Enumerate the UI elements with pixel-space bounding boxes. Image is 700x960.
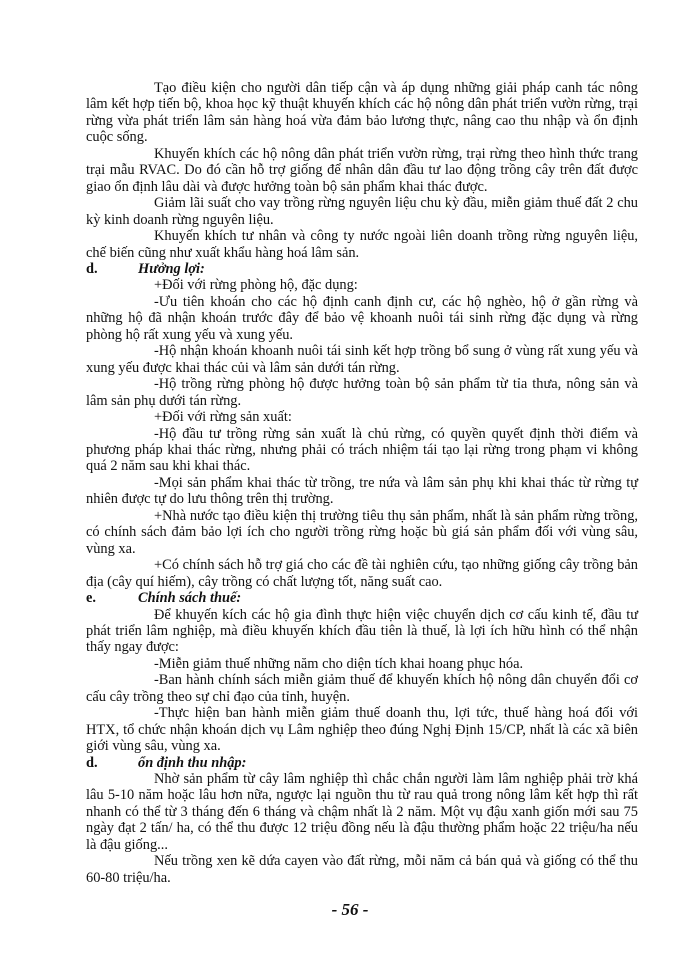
page-number: - 56 - xyxy=(331,900,369,919)
section-title: ổn định thu nhập: xyxy=(138,754,247,771)
paragraph: -Mọi sản phẩm khai thác từ trồng, tre nứa và lâm sản phụ khi khai thác từ rừng tự nhiên được tự do lưu thông trên thị trường. xyxy=(86,474,638,508)
paragraph: Nếu trồng xen kẽ dứa cayen vào đất rừng, mỗi năm cả bán quả và giống có thể thu 60-80 triệu/ha. xyxy=(86,853,638,886)
paragraph: +Nhà nước tạo điều kiện thị trường tiêu thụ sản phẩm, nhất là sản phẩm rừng trồng, có chính sách đảm bảo lợi ích cho người trồng rừng hoặc bù giá sản phẩm đối với vùng sâu, vùng xa. xyxy=(86,507,638,557)
section-letter: d. xyxy=(86,754,98,771)
paragraph: -Ưu tiên khoán cho các hộ định canh định cư, các hộ nghèo, hộ ở gần rừng và những hộ đã nhận khoán trước đây để bảo vệ khoanh nuôi tái sinh rừng đặc dụng và rừng phòng hộ rất xung yếu và xung yếu. xyxy=(86,293,638,343)
paragraph: Để khuyến kích các hộ gia đình thực hiện việc chuyển dịch cơ cấu kinh tế, đầu tư phát triển lâm nghiệp, mà điều khuyến khích đầu tiên là thuế, là lợi ích hữu hình có thể nhận thấy ngay được: xyxy=(86,606,638,656)
paragraph: Giảm lãi suất cho vay trồng rừng nguyên liệu chu kỳ đầu, miễn giảm thuế đất 2 chu kỳ kinh doanh rừng nguyên liệu. xyxy=(86,195,638,228)
paragraph: +Đối với rừng phòng hộ, đặc dụng: xyxy=(154,277,358,294)
page-content xyxy=(86,80,638,886)
section-letter: d. xyxy=(86,260,98,277)
section-title: Chính sách thuế: xyxy=(138,590,242,607)
section-heading-tax-policy xyxy=(86,590,638,606)
paragraph: +Đối với rừng sản xuất: xyxy=(154,409,292,426)
paragraph: -Hộ nhận khoán khoanh nuôi tái sinh kết hợp trồng bổ sung ở vùng rất xung yếu và xung yếu được khai thác củi và lâm sản dưới tán rừng. xyxy=(86,343,638,376)
section-letter: e. xyxy=(86,590,96,607)
paragraph: -Ban hành chính sách miễn giảm thuế để khuyến khích hộ nông dân chuyển đổi cơ cấu cây trồng theo sự chỉ đạo của tỉnh, huyện. xyxy=(86,672,638,705)
paragraph: Khuyến khích các hộ nông dân phát triển vườn rừng, trại rừng theo hình thức trang trại mẫu RVAC. Do đó cần hỗ trợ giống để nhân dân đầu tư lao động trồng cây trên đất được giao ổn định lâu dài và được hưởng toàn bộ sản phẩm khai thác được. xyxy=(86,145,638,195)
paragraph: -Thực hiện ban hành miễn giảm thuế doanh thu, lợi tức, thuế hàng hoá đối với HTX, tổ chức nhận khoán dịch vụ Lâm nghiệp theo đúng Nghị Định 15/CP, nhất là các xã biên giới vùng sâu, vùng xa. xyxy=(86,705,638,755)
section-heading-income-stability xyxy=(86,755,638,771)
paragraph: -Hộ đầu tư trồng rừng sản xuất là chủ rừng, có quyền quyết định thời điểm và phương pháp khai thác rừng, nhưng phải có trách nhiệm tái tạo lại rừng trong phạm vi không quá 2 năm sau khi khai thác. xyxy=(86,425,638,475)
paragraph: Nhờ sản phẩm từ cây lâm nghiệp thì chắc chắn người làm lâm nghiệp phải trờ khá lâu 5-10 năm hoặc lâu hơn nữa, ngược lại nguồn thu từ rau quả trong nông lâm kết hợp thì rất nhanh có thể từ 3 tháng đến 6 tháng và chậm nhất là 2 năm. Một vụ đậu xanh giốn mới sau 75 ngày đạt 2 tấn/ ha, có thể thu được 12 triệu đồng nếu là đậu thường phẩm hoặc 22 triệu/ha nếu là đậu giống... xyxy=(86,771,638,853)
paragraph: -Hộ trồng rừng phòng hộ được hưởng toàn bộ sản phẩm từ tỉa thưa, nông sản và lâm sản phụ dưới tán rừng. xyxy=(86,376,638,409)
section-title: Hưởng lợi: xyxy=(138,260,205,277)
section-heading-benefits xyxy=(86,261,638,277)
paragraph: +Có chính sách hỗ trợ giá cho các đề tài nghiên cứu, tạo những giống cây trồng bản địa (cây quí hiếm), cây trồng có chất lượng tốt, năng suất cao. xyxy=(86,557,638,590)
paragraph: -Miễn giảm thuế những năm cho diện tích khai hoang phục hóa. xyxy=(154,655,524,672)
paragraph: Tạo điều kiện cho người dân tiếp cận và áp dụng những giải pháp canh tác nông lâm kết hợp tiến bộ, khoa học kỹ thuật khuyến khích các hộ nông dân phát triển vườn rừng, trại rừng vừa phát triển lâm sản hàng hoá vừa đảm bảo lương thực, nâng cao thu nhập và ổn định cuộc sống. xyxy=(86,80,638,146)
paragraph: Khuyến khích tư nhân và công ty nước ngoài liên doanh trồng rừng nguyên liệu, chế biến cũng như xuất khẩu hàng hoá lâm sản. xyxy=(86,228,638,261)
